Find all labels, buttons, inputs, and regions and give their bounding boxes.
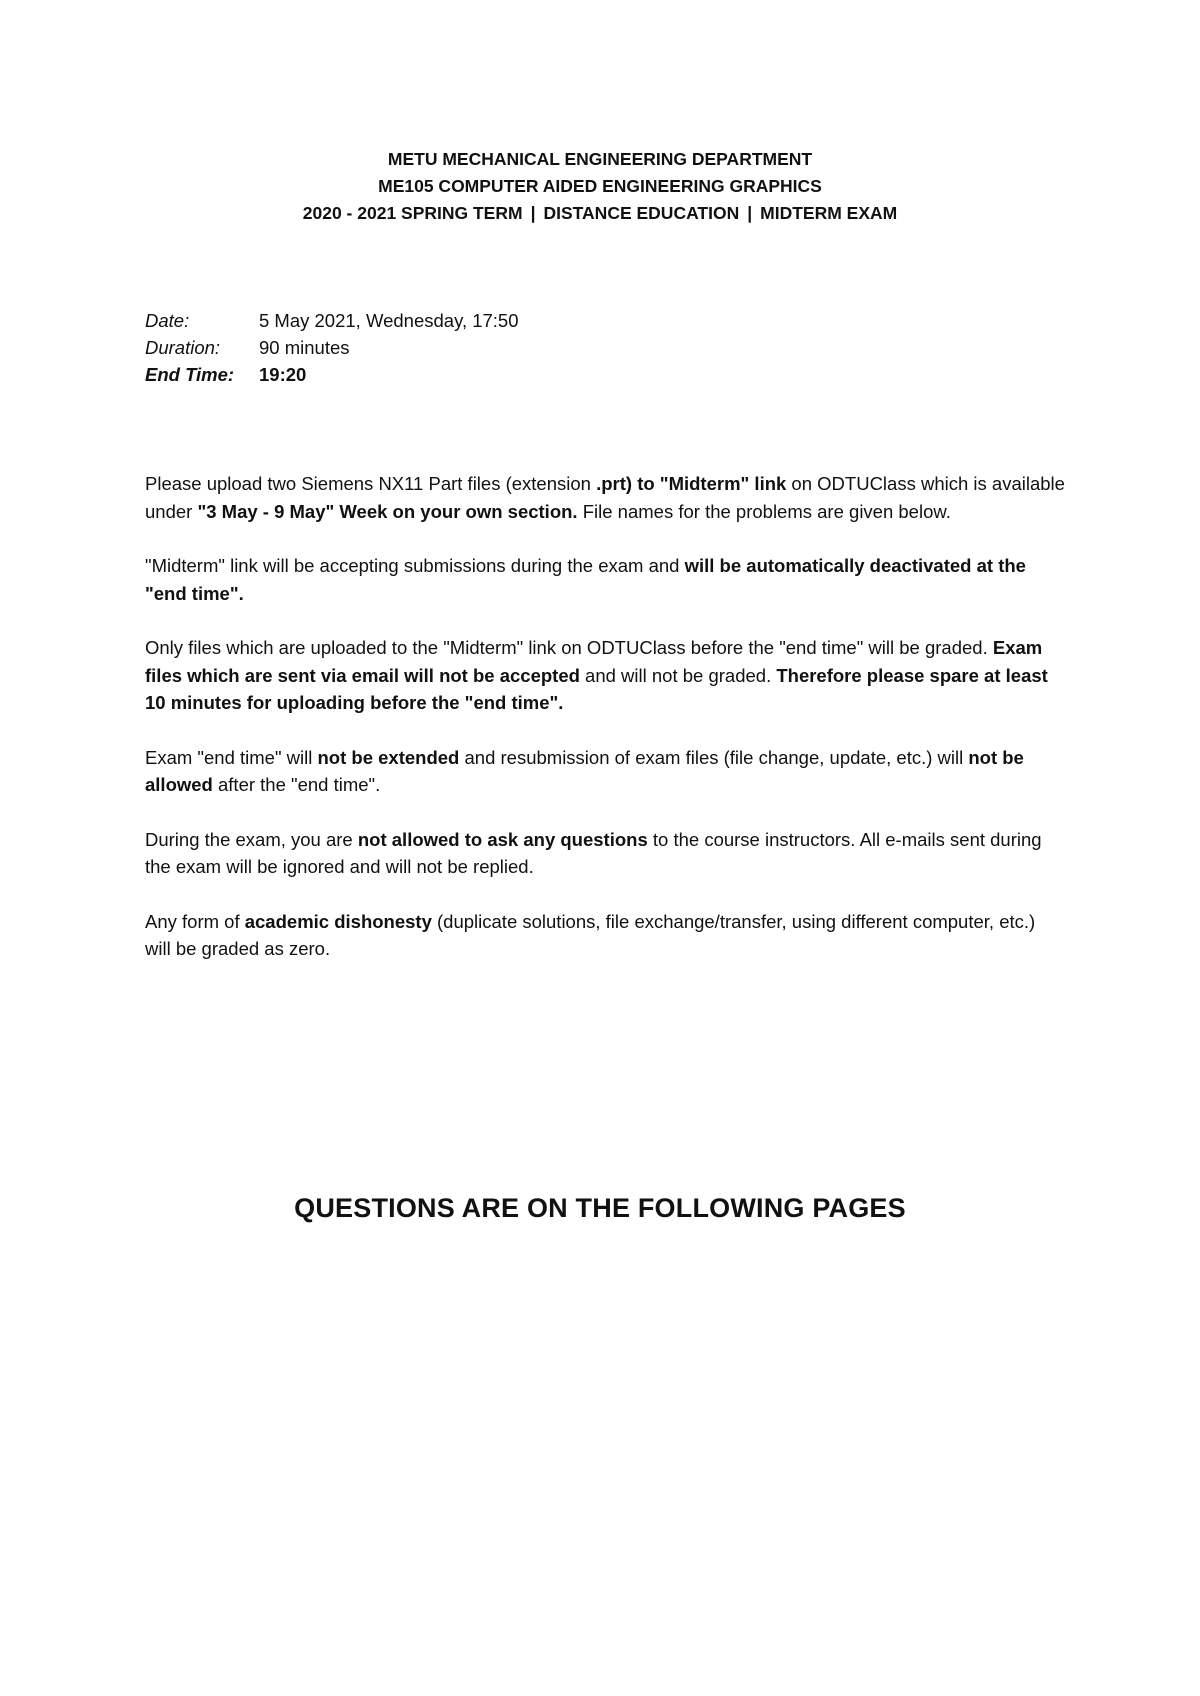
bold-run: "3 May - 9 May" Week on your own section. (197, 500, 578, 522)
text-run: to the course instructors. All e-mails sent during the exam will be ignored and will not be replied. (145, 828, 1042, 877)
instructions (145, 470, 1065, 990)
instruction-deactivation (145, 552, 1065, 607)
instruction-grading (145, 634, 1065, 717)
end-time-value: 19:20 (259, 364, 307, 385)
text-run: Only files which are uploaded to the "Midterm" link on ODTUClass before the "end time" will be graded. (145, 637, 993, 658)
separator: | (530, 203, 536, 223)
document-header (0, 146, 1200, 227)
text-run: File names for the problems are given below. (577, 500, 951, 522)
date-row (145, 307, 519, 334)
mode-text: DISTANCE EDUCATION (543, 203, 740, 223)
course-title: ME105 COMPUTER AIDED ENGINEERING GRAPHICS (378, 176, 822, 196)
text-run: after the "end time". (212, 774, 381, 795)
text-run: During the exam, you are (145, 828, 358, 850)
department-title: METU MECHANICAL ENGINEERING DEPARTMENT (387, 149, 813, 169)
bold-run: not be allowed (145, 746, 1024, 795)
end-time-row (145, 361, 519, 388)
instruction-extension (145, 744, 1065, 799)
bold-run: Therefore please spare at least 10 minutes for uploading before the "end time". (145, 664, 1048, 713)
date-label: Date: (145, 310, 190, 331)
text-run: (duplicate solutions, file exchange/transfer, using different computer, etc.) will be graded as zero. (145, 910, 1036, 959)
duration-label: Duration: (145, 337, 221, 358)
text-run: on ODTUClass which is available under (145, 473, 1065, 522)
following-pages-notice: QUESTIONS ARE ON THE FOLLOWING PAGES (294, 1193, 906, 1223)
separator: | (747, 203, 753, 223)
bold-run: not be extended (317, 746, 460, 768)
bold-run: .prt) to "Midterm" link (596, 473, 787, 494)
instruction-upload (145, 470, 1065, 525)
bold-run: will be automatically deactivated at the "end time". (145, 555, 1026, 604)
bold-run: Exam files which are sent via email will not be accepted (145, 637, 1043, 686)
term-text: 2020 - 2021 SPRING TERM (302, 203, 523, 223)
date-value: 5 May 2021, Wednesday, 17:50 (259, 310, 519, 331)
text-run: and resubmission of exam files (file change, update, etc.) will (459, 746, 969, 768)
exam-details (145, 307, 519, 388)
text-run: Any form of (145, 910, 245, 932)
text-run: and will not be graded. (579, 664, 777, 686)
exam-text: MIDTERM EXAM (760, 203, 898, 223)
text-run: Exam "end time" will (145, 746, 318, 768)
end-time-label: End Time: (145, 364, 235, 385)
text-run: Please upload two Siemens NX11 Part files (extension (145, 473, 597, 494)
bold-run: academic dishonesty (244, 910, 432, 932)
duration-value: 90 minutes (259, 337, 350, 358)
instruction-dishonesty (145, 908, 1065, 963)
text-run: "Midterm" link will be accepting submissions during the exam and (145, 555, 685, 576)
instruction-questions (145, 826, 1065, 881)
duration-row (145, 334, 519, 361)
bold-run: not allowed to ask any questions (357, 828, 648, 850)
term-line (0, 200, 1200, 227)
